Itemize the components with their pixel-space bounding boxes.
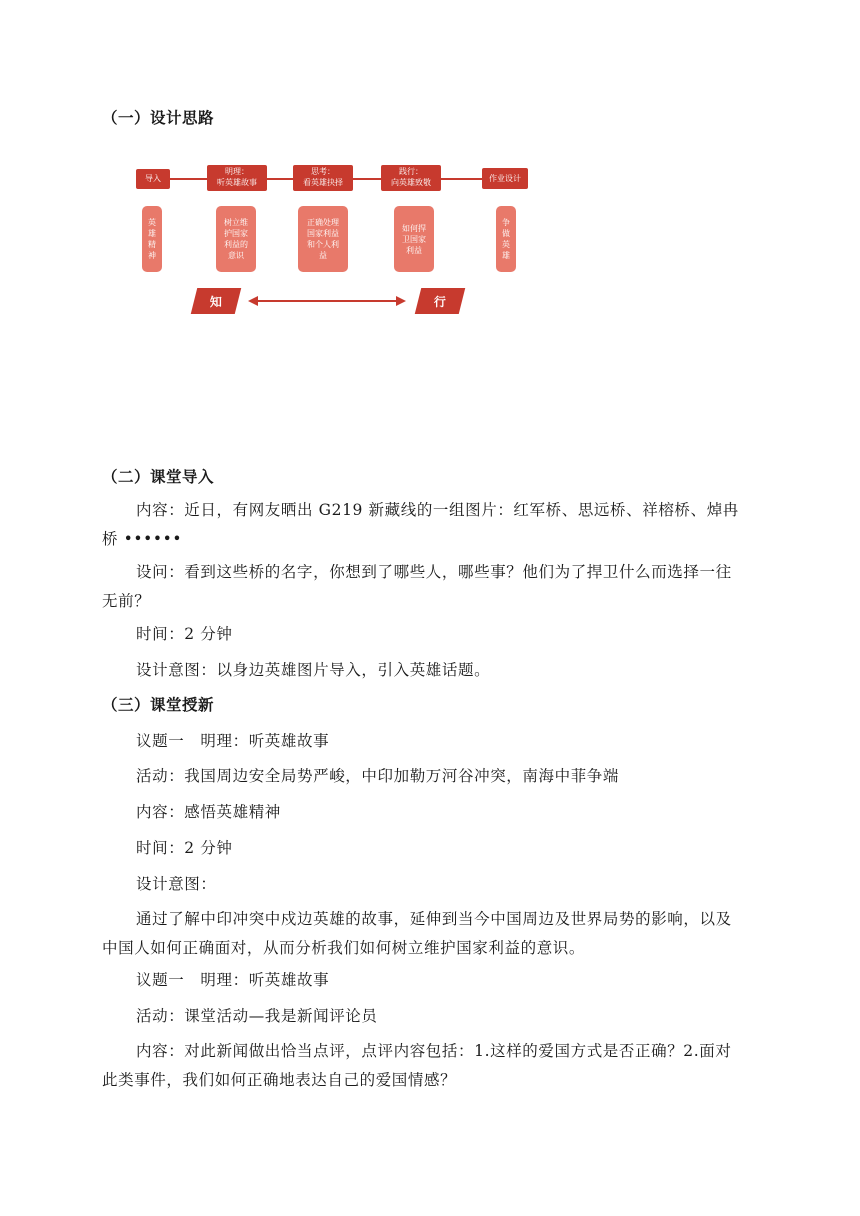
- box-sikao: 思考： 看英雄抉择: [293, 165, 353, 191]
- intro-time: 时间：2 分钟: [136, 625, 233, 643]
- box-jianxing: 践行： 向英雄致敬: [381, 165, 441, 191]
- teach-time-1: 时间：2 分钟: [136, 839, 233, 857]
- teach-topic-1: 议题一 明理：听英雄故事: [136, 732, 330, 750]
- teach-activity-1: 活动：我国周边安全局势严峻，中印加勒万河谷冲突，南海中菲争端: [136, 767, 620, 785]
- teach-intent-label: 设计意图：: [136, 875, 217, 893]
- teach-topic-2: 议题一 明理：听英雄故事: [136, 971, 330, 989]
- double-arrow-icon: [248, 294, 406, 308]
- design-flow-diagram: [130, 160, 530, 320]
- box-intro: 导入: [136, 169, 170, 189]
- tag-zhi: 知: [191, 288, 241, 314]
- pill-defend: 如何捍 卫国家 利益: [394, 206, 434, 272]
- pill-balance: 正确处理 国家利益 和个人利 益: [298, 206, 348, 272]
- intro-question: 设问：看到这些桥的名字，你想到了哪些人，哪些事？他们为了捍卫什么而选择一往无前？: [102, 563, 732, 610]
- section-title-design: （一）设计思路: [102, 109, 215, 127]
- section-title-teach: （三）课堂授新: [102, 696, 215, 714]
- teach-content-2: 内容：对此新闻做出恰当点评，点评内容包括：1.这样的爱国方式是否正确？2.面对此类事件，我们如何正确地表达自己的爱国情感？: [102, 1042, 732, 1089]
- pill-hero-spirit: 英 雄 精 神: [142, 206, 162, 272]
- teach-content-1: 内容：感悟英雄精神: [136, 803, 281, 821]
- box-homework: 作业设计: [482, 168, 528, 189]
- tag-xing: 行: [415, 288, 465, 314]
- pill-be-hero: 争 做 英 雄: [496, 206, 516, 272]
- section-title-intro: （二）课堂导入: [102, 468, 215, 486]
- box-mingli: 明理： 听英雄故事: [207, 165, 267, 191]
- intro-intent: 设计意图：以身边英雄图片导入，引入英雄话题。: [136, 661, 491, 679]
- teach-intent-text: 通过了解中印冲突中戍边英雄的故事，延伸到当今中国周边及世界局势的影响，以及中国人如何正确面对，从而分析我们如何树立维护国家利益的意识。: [102, 910, 732, 957]
- intro-content: 内容：近日，有网友晒出 G219 新藏线的一组图片：红军桥、思远桥、祥榕桥、焯冉桥 ••••••: [102, 501, 739, 548]
- pill-awareness: 树立维 护国家 利益的 意识: [216, 206, 256, 272]
- teach-activity-2: 活动：课堂活动—我是新闻评论员: [136, 1007, 378, 1025]
